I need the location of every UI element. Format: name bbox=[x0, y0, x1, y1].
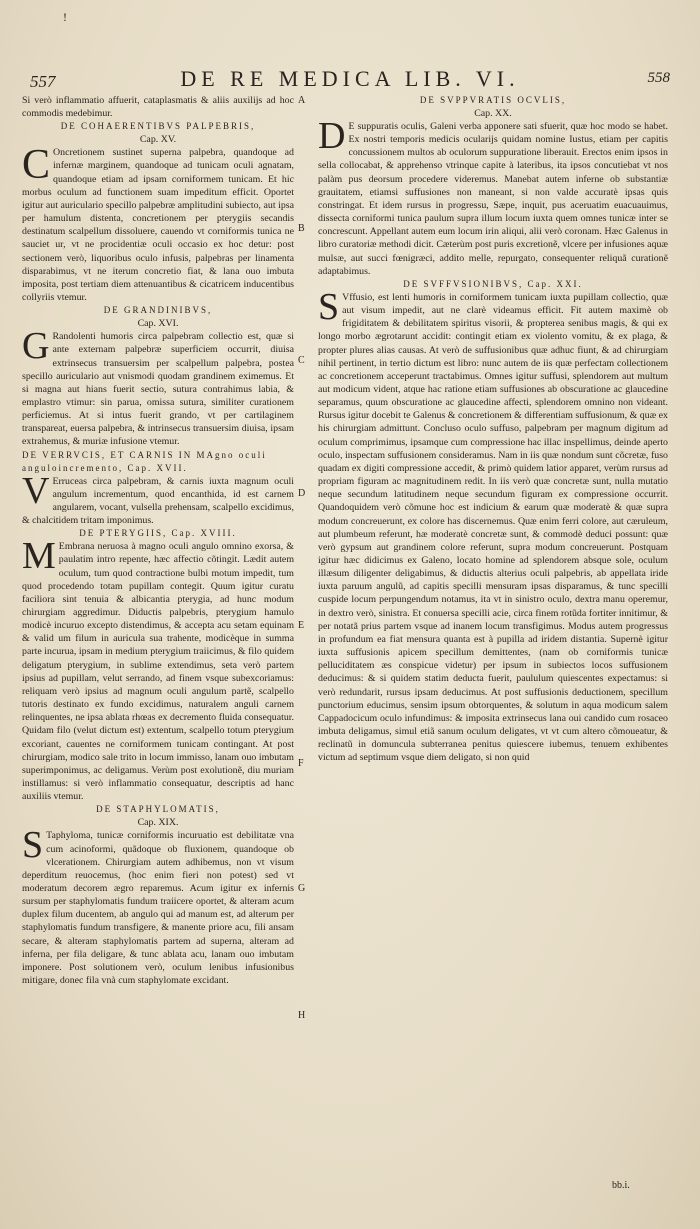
section-heading: DE SVFFVSIONIBVS, Cap. XXI. bbox=[403, 278, 583, 289]
page-number-left: 557 bbox=[30, 72, 56, 91]
section-heading: DE PTERYGIIS, Cap. XVIII. bbox=[79, 528, 237, 539]
section-text bbox=[318, 285, 668, 765]
section-body: Oncretionem sustinet superna palpebra, quandoque ad infernæ marginem, quandoque ad tunicam oculi agnatam, quandoque etiam ad ipsam corniformem tunicam. Et hic morbus oculum ad functionem suam impeditum efficit. Oportet igitur aut auriculario specillo palpebræ amplitudini subiecto, aut ipsa per hamulum distenta, concretionem per pterygiis secandis destinatum scalpellum dissoluere, cauendo vt corniformis tunica ne sauciet ur, vt ne procidentiæ oculi occasio ex hoc detur: post sectionem verò, liquoribus oculo infusis, palpebras per linamenta disparabimus, vt ne iterum concretio fiat, & lana ouo imbuta imposita, post tertiam diem attenuantibus & cicatricem inducentibus collyriis vtemur. bbox=[22, 147, 294, 304]
drop-capital: C bbox=[22, 142, 51, 189]
left-column bbox=[22, 94, 294, 987]
intro-paragraph: Si verò inflammatio affuerit, cataplasmatis & aliis auxilijs ad hoc commodis medebimur. bbox=[22, 95, 294, 120]
top-mark: ! bbox=[63, 10, 67, 24]
chapter-number: Cap. XIX. bbox=[137, 817, 179, 829]
margin-letter-f: F bbox=[298, 758, 304, 769]
drop-capital: G bbox=[22, 325, 50, 368]
margin-letter-a: A bbox=[298, 95, 306, 106]
chapter-number: Cap. XV. bbox=[139, 134, 177, 146]
section-body: Erruceas circa palpebram, & carnis iuxta magnum oculi angulum incrementum, quod encanthida, id est carnem angularem, vocant, vulsella prehensam, scalpello excidimus, & chalcitidem tritam imponimus. bbox=[22, 475, 294, 527]
right-column bbox=[318, 94, 668, 765]
chapter-number: Cap. XVI. bbox=[137, 318, 179, 330]
section-text bbox=[318, 115, 668, 278]
page-number-right: 558 bbox=[647, 70, 670, 86]
drop-capital: M bbox=[22, 535, 56, 578]
section-heading: DE SVPPVRATIS OCVLIS, bbox=[419, 95, 567, 105]
section-heading: DE VERRVCIS, ET CARNIS IN MAgno oculi anguloincremento, Cap. XVII. bbox=[22, 449, 267, 473]
margin-letter-d: D bbox=[298, 488, 306, 499]
chapter-number: Cap. XX. bbox=[474, 108, 512, 119]
drop-capital: D bbox=[318, 115, 346, 157]
section-text bbox=[22, 469, 294, 528]
section-heading: DE STAPHYLOMATIS, bbox=[96, 804, 220, 815]
running-title: DE RE MEDICA LIB. VI. bbox=[180, 66, 520, 91]
section-body: Vffusio, est lenti humoris in corniformem tunicam iuxta pupillam collectio, quæ aut visum impedit, aut ne clarè videamus efficit. Fit autem maximè ob frigiditatem & debilitatem spiritus visorii, & propterea senibus magis, & qui ex longo morbo ægrotarunt accidit: contingit etiam ex violento vomitu, & ex plaga, & propter plures alias causas. At verò de suffusionibus quæ adhuc fiunt, & ad chirurgiam nihil pertinent, in tertio dictum est libro: nunc autem de iis quæ perfectam collectionem ac concretionem acceperunt tractabimus. Omnes igitur suffusi, splendorem aut multum aut modicum vident, atque hac ratione etiam suffusiones ab obscuratione ac glaucedine separamus, quum obscuratione ac glaucedine affecti, splendorem omnino non videant. Rursus igitur docebit te Galenus & concretionem & differentiam suffusionum, & quæ ex his chirurgiam admittunt. Concluso oculo suffuso, palpebram per magnum digitum ad oculum comprimimus, ipsamque cum compressione hac illac inspellimus, deinde aperto oculo, inspectam suffusionem consideramus. Nam in iis quæ nondum sunt cõcretæ, fuso quadam ex digiti compressione accedit, & primò quidem latior apparet, verùm rursus ad propriam figuram ac magnitudinem redit. In iis verò quæ concretæ sunt, nulla mutatio neque secundum latitudinem neque secundum figuram ex compressione occurrit. Quandoquidem verò cõmune hoc est indicium & earum quæ moderatè & quæ supra modum concreuerunt, ex colore has discernemus. Quæ enim ferri colore, aut cæruleum, aut plumbeum referunt, hæ moderatè concretæ sunt, & commodè deduci possunt: quæ verò gypsum aut grandinem colore referunt, supra modum concreuerunt. Postquam igitur hæc didicimus ex Galeno, locato homine ad splendorem absque sole, oculum illæsum diligenter deligabimus, & diductis alterius oculi palpebris, ab appellata iride iuxta paruum angulũ, ad capitis specilli mensuram ipsas disparamus, & tunc specilli cuspide locum perpungendum notamus, ita vt in sinistro oculo, dextra manu operemur, in dextro verò, sinistra. Et conuersa specilli acie, circa finem rotũda fortiter innitimur, & per notatã prius partem vsque ad inanem locum transfigimus. Modus autem progressus in profundum ea fiat mensura quanta est à pupilla ad iridem distantia. Supernè igitur iuxta suffusionis apicem specillum demittentes, (nam ob corniformis tunicæ pelluciditatem æs conspicue videtur) per ipsum in subiectos locos suffusionem deducimus: & si quidem statim deducta fuerit, paululum quiescentes expectamus: si verò redundarit, rursus ipsam deducimus. At post suffusionis deductionem, specillum punctorium educimus, sensim ipsum obtorquentes, & solutum in aqua modicum salem Cappadocicum oculo infundimus: & imposita extrinsecus lana oui candido cum rosaceo imbuta deligamus, simul etiã sanum oculum deligates, vt vt cum altero cõmoueatur, & reclinatũ in domuncula subterranea penitus quiescere iubemus, tenuem exhibentes victum ad septimum vsque diem deligato, si non quid bbox=[318, 291, 668, 764]
margin-letter-b: B bbox=[298, 223, 305, 234]
section-body: Embrana neruosa à magno oculi angulo omnino exorsa, & paulatim intro repente, hæc affectio cõtingit. Lædit autem oculum, tum quod contractione bulbi motum impedit, tum quod procedendo totam pupillam contegit. Quum igitur curatu faciliora sint tenuia & albicantia pterygia, ad hunc modum chirurgiam aggredimur. Diductis palpebris, pterygium hamulo modicè incuruo excepto distendimus, & accepta acu setam equinam & valid um filum in auricula sua trahente, modicèque in summa parte incurua, ipsam in medium pterygium traiicimus, & filo quidem deligatum pterygium, in sublime extendimus, seta verò partem ipsius ad pupillam, velut serrando, ad finem vsque subexcoriamus: reliquam verò ipsius ad magnum oculi angulum partẽ, scalpello tutoris destinato ex fundo excidimus, naturalem anguli carnem relinquentes, ne ipsa ablata rhœas ex decremento fluida consequatur. Quidam filo (velut dictum est) extentum, scalpello totum pterygium excoriant, cauentes ne corniformem tunicam contingant. At post chirurgiam, modico sale trito in locum immisso, lanam ouo imbutam superimponimus, ac deligamus. Verùm post exolutionẽ, diu muriam instillamus: si verò inflammatio consequatur, descriptis ad hanc auxiliis vtemur. bbox=[22, 541, 294, 803]
section-heading: DE GRANDINIBVS, bbox=[103, 305, 213, 316]
section-body: Taphyloma, tunicæ corniformis incuruatio est debilitatæ vna cum acinoformi, quãdoque ob fluxionem, quandoque ob vlcerationem. Chirurgiam autem adhibemus, non vt visum deperditum reuocemus, (hoc enim fieri non potest) sed vt moderatum decorem ægro reparemus. Acum igitur ex infernis sursum per staphylomatis fundum traiicere oportet, & alteram acum duplex filum ducentem, ab angulo qui ad manum est, ad alterum per staphylomatis fundum transfigere, & manente priore acu, fili ansam secare, & alteram staphylomatis partem ad superna, alteram ad inferna, per fila deligare, & tunc ablata acu, lanam ouo imbutam imponere. Post solutionem verò, oculum lenibus infusionibus mitigare, donec fila vnà cum staphylomate excidant. bbox=[22, 830, 294, 987]
section-text bbox=[22, 325, 294, 448]
drop-capital: S bbox=[22, 824, 44, 867]
section-body: Randolenti humoris circa palpebram collectio est, quæ si ante externam palpebræ superficiem occurrit, diuisa extrinsecus transuersim per scalpellum palpebra, postea specillo auriculario aut vnismodi quodam grandinem eximemus. Et si magna aut hians fuerit sectio, sutura contrahimus labia, & emplastro vtimur: sin parua, omissa sutura, similiter curationem perficiemus. At si intus fuerit grando, vt per cartilaginem transpareat, euersa palpebra, & intrinsecus transuersim diuisa, ipsam extrahemus, & muriæ infusione vtemur. bbox=[22, 331, 294, 448]
section-heading: DE COHAERENTIBVS PALPEBRIS, bbox=[60, 121, 256, 132]
section-text bbox=[22, 824, 294, 987]
section-body: E suppuratis oculis, Galeni verba apponere sati sfuerit, quæ hoc modo se habet. Ex nostri temporis medicis ocularijs quidam nomine Iustus, etiam per capitis concussionem multos ab oculorum suppuratione liberauit. Erectos enim ipsos in sella collocabat, & apprehenso vtrinque capite à lateribus, ita ipsos concutiebat vt nos palàm pus deorsum procedere videremus. Manebat autem inferne ob substantiæ grauitatem, etiamsi suffusiones non maneant, si non valde accuratè ipsas quis constringat. Et idem rursus in progressu, Sæpe, inquit, pus aceruatim euacuauimus, dissecta corniformi tunica paulum supra illum locum iuxta quem omnes tunicæ inter se concrescunt. Appellant autem eum locum irin aliqui, alii verò coronam. Hæc Galenus in libro curatoriæ methodi dicit. Cæterùm post puris excretionẽ, vlcere per infusiones aquæ mulsæ, aut succi fœnigræci, addito melle, repurgato, consequenter reliquã curationẽ adaptabimus. bbox=[318, 121, 668, 277]
catchword: bb.i. bbox=[612, 1180, 630, 1191]
margin-letter-h: H bbox=[298, 1010, 306, 1021]
margin-letter-e: E bbox=[298, 620, 305, 631]
margin-letter-c: C bbox=[298, 355, 305, 366]
margin-letter-g: G bbox=[298, 883, 306, 894]
drop-capital: S bbox=[318, 285, 340, 328]
section-text bbox=[22, 142, 294, 304]
drop-capital: V bbox=[22, 469, 50, 512]
page-header bbox=[0, 66, 700, 96]
section-text bbox=[22, 535, 294, 803]
